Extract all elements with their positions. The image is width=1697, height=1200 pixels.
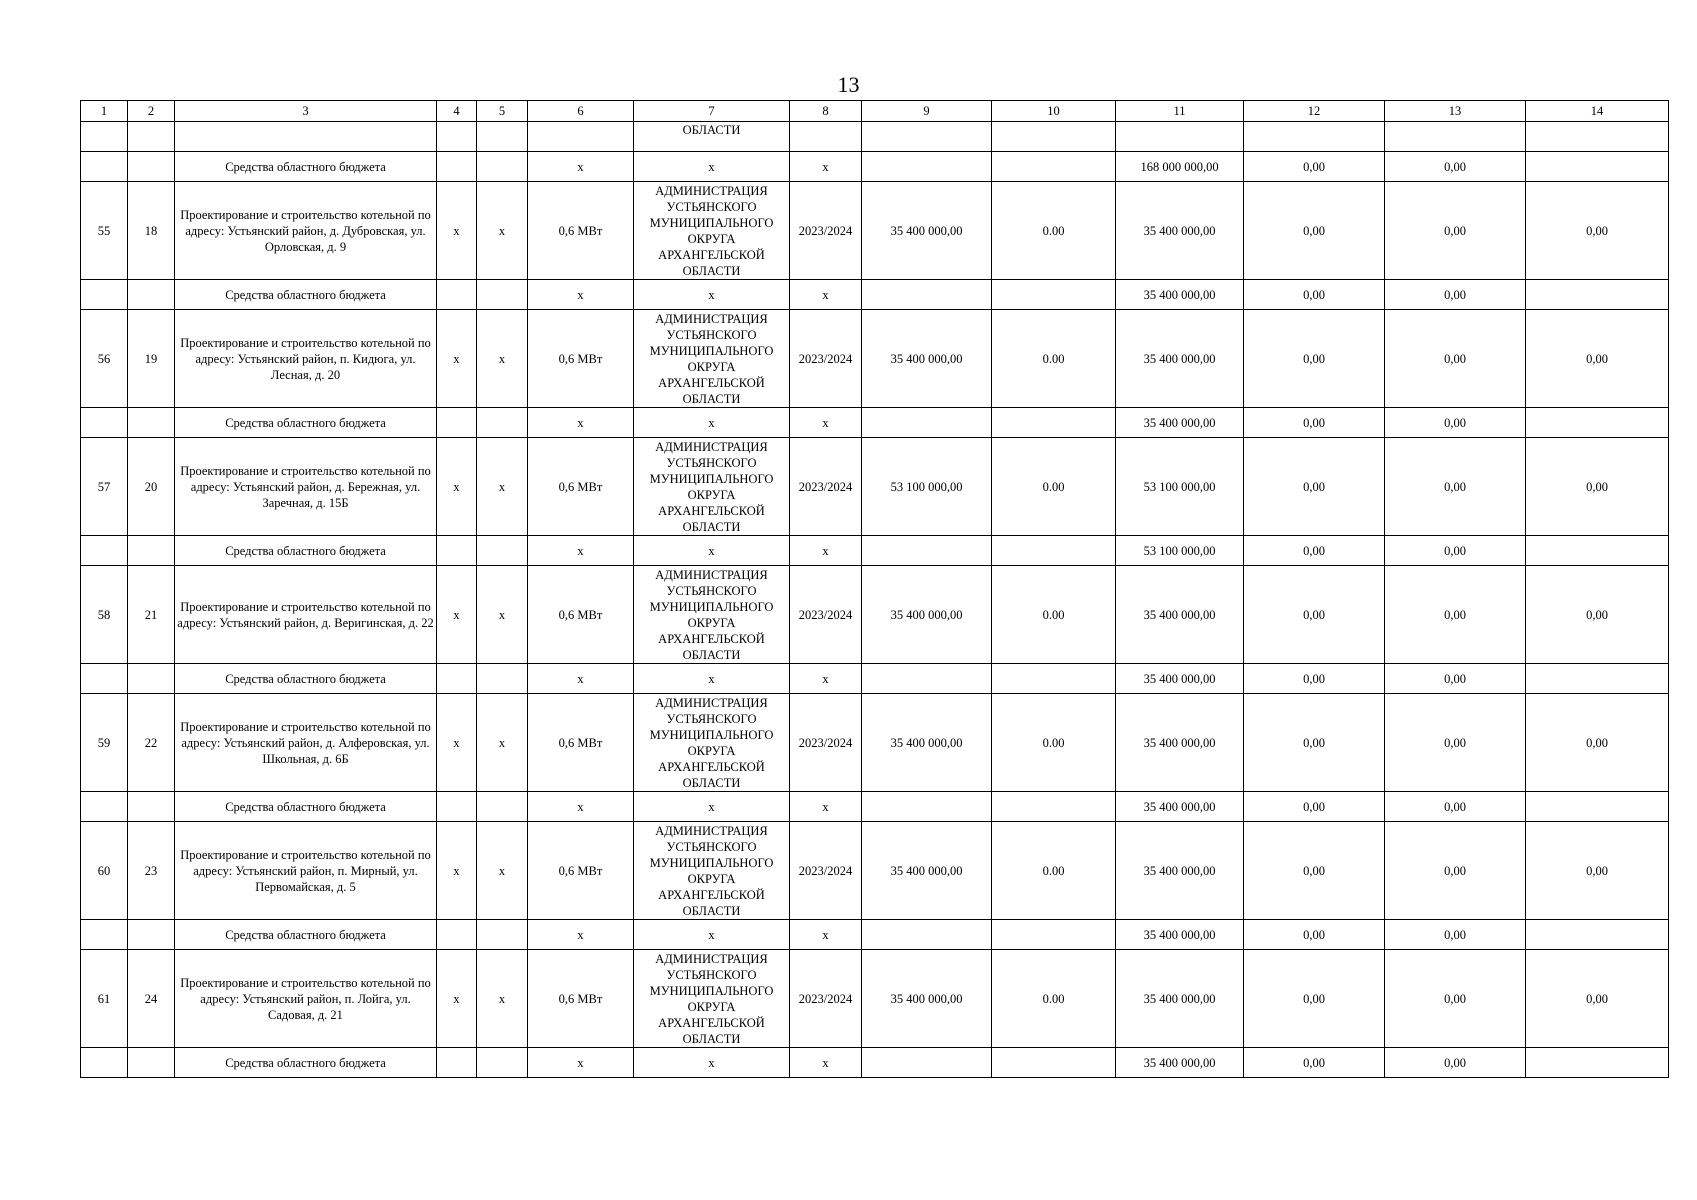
- column-header: 10: [992, 101, 1116, 122]
- table-row: [81, 694, 1669, 792]
- cell: 35 400 000,00: [1116, 280, 1244, 310]
- cell: 35 400 000,00: [1116, 182, 1244, 280]
- cell: [1526, 122, 1669, 152]
- cell: 0,00: [1385, 280, 1526, 310]
- cell: х: [477, 950, 528, 1048]
- cell: х: [477, 694, 528, 792]
- cell: х: [634, 536, 790, 566]
- cell: 53 100 000,00: [862, 438, 992, 536]
- project-name-cell: Проектирование и строительство котельной по адресу: Устьянский район, д. Алферовская, ул. Школьная, д. 6Б: [175, 694, 437, 792]
- project-name-cell: Проектирование и строительство котельной по адресу: Устьянский район, д. Бережная, ул. Заречная, д. 15Б: [175, 438, 437, 536]
- cell: [437, 920, 477, 950]
- cell: 0,00: [1385, 694, 1526, 792]
- cell: 0,00: [1385, 438, 1526, 536]
- table-row: [81, 438, 1669, 536]
- cell: х: [477, 822, 528, 920]
- cell: 0,00: [1526, 182, 1669, 280]
- cell: [992, 664, 1116, 694]
- continuation-row: [81, 122, 1669, 152]
- cell: 0,00: [1244, 310, 1385, 408]
- sub-number-cell: 20: [128, 438, 175, 536]
- cell: 35 400 000,00: [1116, 950, 1244, 1048]
- cell: х: [634, 664, 790, 694]
- sub-number-cell: 21: [128, 566, 175, 664]
- cell: [477, 408, 528, 438]
- cell: 0.00: [992, 438, 1116, 536]
- cell: [1526, 1048, 1669, 1078]
- cell: х: [528, 920, 634, 950]
- cell: 0.00: [992, 694, 1116, 792]
- table-row: [81, 950, 1669, 1048]
- source-label-cell: Средства областного бюджета: [175, 536, 437, 566]
- cell: х: [437, 950, 477, 1048]
- funding-source-row: [81, 664, 1669, 694]
- cell: [992, 280, 1116, 310]
- power-cell: 0,6 МВт: [528, 310, 634, 408]
- source-label-cell: Средства областного бюджета: [175, 920, 437, 950]
- funding-source-row: [81, 408, 1669, 438]
- column-header: 5: [477, 101, 528, 122]
- row-number-cell: 58: [81, 566, 128, 664]
- funding-source-row: [81, 280, 1669, 310]
- cell: [477, 280, 528, 310]
- cell: 0,00: [1526, 694, 1669, 792]
- cell: 35 400 000,00: [862, 950, 992, 1048]
- column-header: 8: [790, 101, 862, 122]
- cell: х: [437, 438, 477, 536]
- cell: 0,00: [1526, 566, 1669, 664]
- cell: [81, 122, 128, 152]
- cell: х: [790, 792, 862, 822]
- period-cell: 2023/2024: [790, 438, 862, 536]
- cell: 35 400 000,00: [1116, 920, 1244, 950]
- cell: 0.00: [992, 950, 1116, 1048]
- cell: 35 400 000,00: [1116, 310, 1244, 408]
- cell: 0,00: [1385, 792, 1526, 822]
- cell: 0,00: [1385, 152, 1526, 182]
- column-header: 13: [1385, 101, 1526, 122]
- cell: 0,00: [1385, 182, 1526, 280]
- cell: х: [437, 310, 477, 408]
- cell: [862, 152, 992, 182]
- power-cell: 0,6 МВт: [528, 438, 634, 536]
- cell: [862, 792, 992, 822]
- source-label-cell: Средства областного бюджета: [175, 280, 437, 310]
- row-number-cell: 55: [81, 182, 128, 280]
- cell: [790, 122, 862, 152]
- source-label-cell: Средства областного бюджета: [175, 408, 437, 438]
- cell: 0,00: [1244, 792, 1385, 822]
- cell: х: [477, 438, 528, 536]
- cell: 0,00: [1526, 438, 1669, 536]
- cell: [81, 920, 128, 950]
- cell: [437, 122, 477, 152]
- cell: [128, 152, 175, 182]
- sub-number-cell: 18: [128, 182, 175, 280]
- source-label-cell: Средства областного бюджета: [175, 152, 437, 182]
- cell: 0,00: [1244, 694, 1385, 792]
- table-row: [81, 566, 1669, 664]
- cell: 0,00: [1385, 664, 1526, 694]
- cell: [862, 536, 992, 566]
- power-cell: 0,6 МВт: [528, 694, 634, 792]
- cell: [437, 536, 477, 566]
- column-header: 11: [1116, 101, 1244, 122]
- cell: х: [790, 536, 862, 566]
- cell: х: [528, 408, 634, 438]
- project-name-cell: Проектирование и строительство котельной по адресу: Устьянский район, д. Веригинская, д. 22: [175, 566, 437, 664]
- cell: [81, 536, 128, 566]
- cell: 0,00: [1244, 280, 1385, 310]
- cell: х: [437, 566, 477, 664]
- cell: х: [528, 280, 634, 310]
- cell: 35 400 000,00: [862, 182, 992, 280]
- funding-source-row: [81, 792, 1669, 822]
- table-body: [81, 101, 1669, 1078]
- cell: [862, 280, 992, 310]
- cell: [81, 152, 128, 182]
- cell: х: [528, 152, 634, 182]
- sub-number-cell: 24: [128, 950, 175, 1048]
- period-cell: 2023/2024: [790, 822, 862, 920]
- cell: х: [634, 792, 790, 822]
- cell: 0,00: [1244, 566, 1385, 664]
- cell: 0,00: [1385, 950, 1526, 1048]
- period-cell: 2023/2024: [790, 566, 862, 664]
- cell: [437, 792, 477, 822]
- cell: [477, 1048, 528, 1078]
- cell: 0,00: [1526, 310, 1669, 408]
- cell: х: [477, 182, 528, 280]
- cell: 0,00: [1526, 822, 1669, 920]
- row-number-cell: 57: [81, 438, 128, 536]
- funding-source-row: [81, 920, 1669, 950]
- cell: 0,00: [1244, 536, 1385, 566]
- cell: 53 100 000,00: [1116, 438, 1244, 536]
- power-cell: 0,6 МВт: [528, 566, 634, 664]
- cell: [1526, 792, 1669, 822]
- cell: [437, 1048, 477, 1078]
- cell: х: [437, 182, 477, 280]
- column-header: 12: [1244, 101, 1385, 122]
- cell: 168 000 000,00: [1116, 152, 1244, 182]
- cell: х: [634, 280, 790, 310]
- sub-number-cell: 19: [128, 310, 175, 408]
- source-label-cell: Средства областного бюджета: [175, 792, 437, 822]
- cell: 35 400 000,00: [1116, 408, 1244, 438]
- cell: 35 400 000,00: [1116, 694, 1244, 792]
- cell: 0,00: [1244, 664, 1385, 694]
- cell: 0,00: [1385, 536, 1526, 566]
- page-number: 13: [837, 72, 860, 97]
- cell: [437, 280, 477, 310]
- budget-table: [80, 100, 1669, 1078]
- cell: 0,00: [1385, 920, 1526, 950]
- cell: [1526, 536, 1669, 566]
- cell: [437, 408, 477, 438]
- cell: [128, 408, 175, 438]
- cell: [1244, 122, 1385, 152]
- column-header: 14: [1526, 101, 1669, 122]
- cell: [992, 792, 1116, 822]
- cell: [128, 536, 175, 566]
- cell: 53 100 000,00: [1116, 536, 1244, 566]
- cell: 35 400 000,00: [862, 694, 992, 792]
- cell: [528, 122, 634, 152]
- cell: х: [790, 1048, 862, 1078]
- cell: [477, 920, 528, 950]
- cell: [81, 408, 128, 438]
- cell: [992, 152, 1116, 182]
- cell: 0,00: [1244, 152, 1385, 182]
- power-cell: 0,6 МВт: [528, 822, 634, 920]
- cell: 35 400 000,00: [862, 566, 992, 664]
- cell: [862, 664, 992, 694]
- cell: х: [634, 1048, 790, 1078]
- cell: [1526, 408, 1669, 438]
- cell: х: [790, 152, 862, 182]
- cell: х: [634, 920, 790, 950]
- cell: [992, 536, 1116, 566]
- row-number-cell: 59: [81, 694, 128, 792]
- cell: [477, 664, 528, 694]
- cell: [1385, 122, 1526, 152]
- cell: 0,00: [1244, 1048, 1385, 1078]
- cell: [477, 152, 528, 182]
- cell: [862, 920, 992, 950]
- cell: 0.00: [992, 310, 1116, 408]
- cell: х: [790, 280, 862, 310]
- cell: [1526, 280, 1669, 310]
- column-header: 9: [862, 101, 992, 122]
- row-number-cell: 60: [81, 822, 128, 920]
- cell: х: [528, 536, 634, 566]
- cell: 0,00: [1385, 822, 1526, 920]
- cell: [81, 792, 128, 822]
- column-header: 4: [437, 101, 477, 122]
- cell: 0,00: [1385, 566, 1526, 664]
- cell: 35 400 000,00: [1116, 792, 1244, 822]
- project-name-cell: Проектирование и строительство котельной по адресу: Устьянский район, п. Кидюга, ул. Лесная, д. 20: [175, 310, 437, 408]
- sub-number-cell: 23: [128, 822, 175, 920]
- cell: х: [477, 566, 528, 664]
- organization-cell: АДМИНИСТРАЦИЯ УСТЬЯНСКОГО МУНИЦИПАЛЬНОГО ОКРУГА АРХАНГЕЛЬСКОЙ ОБЛАСТИ: [634, 438, 790, 536]
- project-name-cell: Проектирование и строительство котельной по адресу: Устьянский район, д. Дубровская, ул. Орловская, д. 9: [175, 182, 437, 280]
- funding-source-row: [81, 152, 1669, 182]
- cell: [477, 792, 528, 822]
- cell: 35 400 000,00: [1116, 664, 1244, 694]
- cell: [1526, 920, 1669, 950]
- organization-cell: АДМИНИСТРАЦИЯ УСТЬЯНСКОГО МУНИЦИПАЛЬНОГО ОКРУГА АРХАНГЕЛЬСКОЙ ОБЛАСТИ: [634, 310, 790, 408]
- organization-cell: АДМИНИСТРАЦИЯ УСТЬЯНСКОГО МУНИЦИПАЛЬНОГО ОКРУГА АРХАНГЕЛЬСКОЙ ОБЛАСТИ: [634, 566, 790, 664]
- table-row: [81, 822, 1669, 920]
- cell: 0.00: [992, 182, 1116, 280]
- cell: [128, 664, 175, 694]
- organization-cell: АДМИНИСТРАЦИЯ УСТЬЯНСКОГО МУНИЦИПАЛЬНОГО ОКРУГА АРХАНГЕЛЬСКОЙ ОБЛАСТИ: [634, 182, 790, 280]
- row-number-cell: 61: [81, 950, 128, 1048]
- cell: [1116, 122, 1244, 152]
- cell: [81, 280, 128, 310]
- cell: 0,00: [1244, 438, 1385, 536]
- sub-number-cell: 22: [128, 694, 175, 792]
- cell: 0,00: [1385, 408, 1526, 438]
- cell: [862, 122, 992, 152]
- cell: 0,00: [1244, 822, 1385, 920]
- cell: [128, 1048, 175, 1078]
- cell: 0,00: [1385, 310, 1526, 408]
- table-row: [81, 182, 1669, 280]
- cell: х: [790, 408, 862, 438]
- cell: х: [790, 664, 862, 694]
- cell: [81, 664, 128, 694]
- cell: [1526, 152, 1669, 182]
- column-header: 1: [81, 101, 128, 122]
- cell: [128, 792, 175, 822]
- power-cell: 0,6 МВт: [528, 950, 634, 1048]
- organization-cell: АДМИНИСТРАЦИЯ УСТЬЯНСКОГО МУНИЦИПАЛЬНОГО ОКРУГА АРХАНГЕЛЬСКОЙ ОБЛАСТИ: [634, 822, 790, 920]
- cell: 35 400 000,00: [862, 822, 992, 920]
- cell: 35 400 000,00: [1116, 1048, 1244, 1078]
- cell: [128, 122, 175, 152]
- cell: [437, 152, 477, 182]
- project-name-cell: Проектирование и строительство котельной по адресу: Устьянский район, п. Мирный, ул. Первомайская, д. 5: [175, 822, 437, 920]
- period-cell: 2023/2024: [790, 310, 862, 408]
- source-label-cell: Средства областного бюджета: [175, 1048, 437, 1078]
- period-cell: 2023/2024: [790, 950, 862, 1048]
- cell: х: [634, 152, 790, 182]
- cell: [437, 664, 477, 694]
- funding-source-row: [81, 536, 1669, 566]
- cell: [128, 280, 175, 310]
- row-number-cell: 56: [81, 310, 128, 408]
- table-row: [81, 310, 1669, 408]
- cell: х: [790, 920, 862, 950]
- funding-source-row: [81, 1048, 1669, 1078]
- cell: [128, 920, 175, 950]
- cell: [477, 122, 528, 152]
- cell: 0.00: [992, 566, 1116, 664]
- cell: [81, 1048, 128, 1078]
- organization-cell: АДМИНИСТРАЦИЯ УСТЬЯНСКОГО МУНИЦИПАЛЬНОГО ОКРУГА АРХАНГЕЛЬСКОЙ ОБЛАСТИ: [634, 950, 790, 1048]
- column-header: 7: [634, 101, 790, 122]
- org-tail-cell: ОБЛАСТИ: [634, 122, 790, 152]
- column-number-header: [81, 101, 1669, 122]
- cell: [862, 1048, 992, 1078]
- cell: х: [528, 664, 634, 694]
- cell: 0,00: [1244, 920, 1385, 950]
- cell: 35 400 000,00: [1116, 566, 1244, 664]
- cell: [1526, 664, 1669, 694]
- cell: 0.00: [992, 822, 1116, 920]
- power-cell: 0,6 МВт: [528, 182, 634, 280]
- source-label-cell: Средства областного бюджета: [175, 664, 437, 694]
- cell: 0,00: [1244, 408, 1385, 438]
- cell: х: [634, 408, 790, 438]
- cell: [992, 920, 1116, 950]
- organization-cell: АДМИНИСТРАЦИЯ УСТЬЯНСКОГО МУНИЦИПАЛЬНОГО ОКРУГА АРХАНГЕЛЬСКОЙ ОБЛАСТИ: [634, 694, 790, 792]
- cell: 35 400 000,00: [862, 310, 992, 408]
- column-header: 2: [128, 101, 175, 122]
- cell: 0,00: [1244, 950, 1385, 1048]
- period-cell: 2023/2024: [790, 182, 862, 280]
- cell: 0,00: [1526, 950, 1669, 1048]
- cell: 35 400 000,00: [1116, 822, 1244, 920]
- cell: х: [528, 1048, 634, 1078]
- cell: [175, 122, 437, 152]
- cell: [477, 536, 528, 566]
- cell: [862, 408, 992, 438]
- cell: х: [437, 694, 477, 792]
- cell: 0,00: [1244, 182, 1385, 280]
- cell: х: [528, 792, 634, 822]
- cell: [992, 1048, 1116, 1078]
- cell: 0,00: [1385, 1048, 1526, 1078]
- cell: х: [437, 822, 477, 920]
- project-name-cell: Проектирование и строительство котельной по адресу: Устьянский район, п. Лойга, ул. Садовая, д. 21: [175, 950, 437, 1048]
- period-cell: 2023/2024: [790, 694, 862, 792]
- cell: [992, 122, 1116, 152]
- column-header: 6: [528, 101, 634, 122]
- cell: [992, 408, 1116, 438]
- column-header: 3: [175, 101, 437, 122]
- cell: х: [477, 310, 528, 408]
